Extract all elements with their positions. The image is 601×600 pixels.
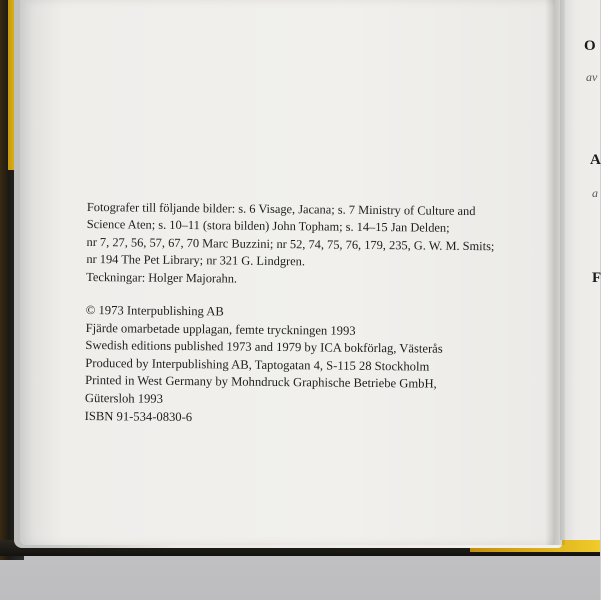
- right-page: [560, 0, 600, 540]
- edition-line: Fjärde omarbetade upplagan, femte tryckningen 1993: [85, 320, 356, 338]
- photo-credits: [86, 199, 557, 291]
- credit-line: nr 194 The Pet Library; nr 321 G. Lindgren.: [86, 252, 306, 269]
- credit-line: nr 7, 27, 56, 57, 67, 70 Marc Buzzini; nr 52, 74, 75, 76, 179, 235, G. W. M. Smits;: [86, 234, 495, 254]
- right-page-fragment: F: [592, 270, 601, 286]
- printed-location-line: Gütersloh 1993: [84, 390, 164, 406]
- isbn-line: ISBN 91-534-0830-6: [84, 408, 193, 424]
- credit-line: Science Aten; s. 10–11 (stora bilden) John Topham; s. 14–15 Jan Delden;: [86, 217, 450, 236]
- swedish-editions-line: Swedish editions published 1973 and 1979 by ICA bokförlag, Västerås: [85, 338, 443, 356]
- right-page-fragment: A: [590, 152, 601, 168]
- printed-line: Printed in West Germany by Mohndruck Graphische Betriebe GmbH,: [85, 373, 437, 392]
- produced-by-line: Produced by Interpublishing AB, Taptogatan 4, S-115 28 Stockholm: [85, 355, 430, 374]
- copyright-line: © 1973 Interpublishing AB: [85, 303, 224, 319]
- right-page-fragment: O: [584, 38, 596, 54]
- publication-info: [85, 302, 556, 430]
- colophon-text-block: [85, 199, 557, 430]
- credit-line: Teckningar: Holger Majorahn.: [86, 269, 238, 286]
- credit-line: Fotografer till följande bilder: s. 6 Visage, Jacana; s. 7 Ministry of Culture and: [86, 199, 476, 219]
- right-page-fragment: a: [592, 186, 598, 200]
- right-page-fragment: av: [586, 70, 598, 84]
